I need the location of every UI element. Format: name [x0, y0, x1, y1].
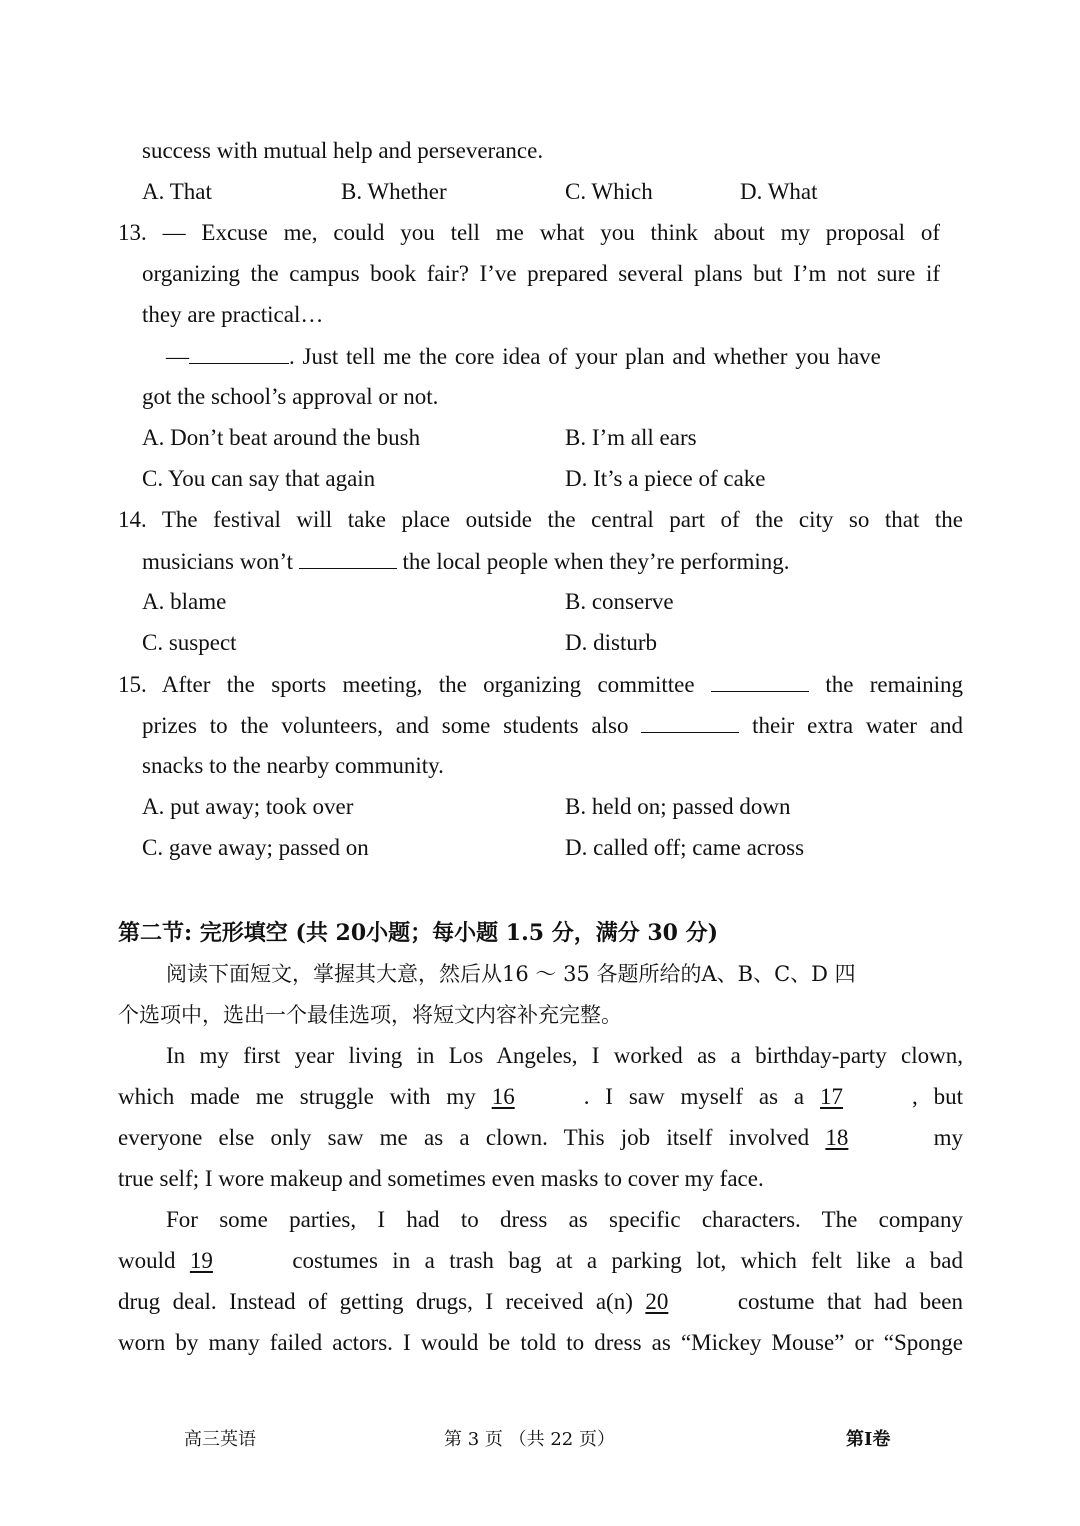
passage-p2-line-3a: drug deal. Instead of getting drugs, I received a(n)	[118, 1289, 633, 1314]
footer-volume: 第Ⅰ卷	[846, 1429, 891, 1450]
passage-p2-line-2b: costumes in a trash bag at a parking lot, which felt like a bad	[292, 1248, 963, 1273]
q13-line-3: they are practical…	[142, 302, 324, 327]
q13-answer-blank[interactable]	[189, 341, 289, 364]
q13-line-1: 13. — Excuse me, could you tell me what you think about my proposal of	[118, 220, 940, 245]
passage-p2-line-3	[118, 1287, 963, 1317]
instruction-line-2: 个选项中，选出一个最佳选项，将短文内容补充完整。	[118, 1003, 622, 1027]
q13-option-c[interactable]: C. You can say that again	[142, 466, 376, 491]
q14-option-b[interactable]: B. conserve	[565, 589, 674, 614]
q13-option-a[interactable]: A. Don’t beat around the bush	[142, 425, 421, 450]
q14-line-2	[142, 546, 790, 576]
q13-line-4	[166, 341, 881, 371]
passage-p1-line-2a: which made me struggle with my	[118, 1084, 476, 1109]
section-heading: 第二节: 完形填空 (共 20小题；每小题 1.5 分，满分 30 分)	[118, 920, 719, 946]
q12-line: success with mutual help and perseverance.	[142, 138, 544, 163]
q15-line-1	[118, 669, 963, 699]
q13-line-5: got the school’s approval or not.	[142, 384, 439, 409]
passage-p1-line-3a: everyone else only saw me as a clown. This job itself involved	[118, 1125, 810, 1150]
q14-line-1: 14. The festival will take place outside the central part of the city so that the	[118, 507, 963, 532]
q15-option-d[interactable]: D. called off; came across	[565, 835, 805, 860]
passage-p2-line-2	[118, 1246, 963, 1276]
q15-option-a[interactable]: A. put away; took over	[142, 794, 354, 819]
q15-line-2a: prizes to the volunteers, and some students also	[142, 713, 629, 738]
passage-p1-line-3	[118, 1123, 963, 1153]
q12-option-b[interactable]: B. Whether	[341, 179, 447, 204]
q15-line-2	[142, 710, 963, 740]
q12-option-d[interactable]: D. What	[740, 179, 818, 204]
passage-p1-line-2b: . I saw myself as a	[583, 1084, 805, 1109]
q15-answer-blank-2[interactable]	[641, 710, 739, 733]
blank-20[interactable]: 20	[645, 1289, 669, 1314]
passage-p2-line-3b: costume that had been	[737, 1289, 964, 1314]
passage-p2-line-4: worn by many failed actors. I would be told to dress as “Mickey Mouse” or “Sponge	[118, 1330, 963, 1355]
blank-17[interactable]: 17	[820, 1084, 844, 1109]
q15-answer-blank-1[interactable]	[711, 669, 809, 692]
passage-p1-line-3b: my	[933, 1125, 964, 1150]
footer-subject: 高三英语	[184, 1429, 256, 1450]
q13-option-d[interactable]: D. It’s a piece of cake	[565, 466, 766, 491]
q15-option-c[interactable]: C. gave away; passed on	[142, 835, 369, 860]
passage-p1-line-1: In my first year living in Los Angeles, I worked as a birthday-party clown,	[166, 1043, 963, 1068]
passage-p2-line-2a: would	[118, 1248, 176, 1273]
q13-dash: —	[166, 344, 189, 369]
blank-18[interactable]: 18	[825, 1125, 849, 1150]
q14-option-c[interactable]: C. suspect	[142, 630, 237, 655]
q15-option-b[interactable]: B. held on; passed down	[565, 794, 791, 819]
passage-p1-line-4: true self; I wore makeup and sometimes even masks to cover my face.	[118, 1166, 764, 1191]
passage-p2-line-1: For some parties, I had to dress as specific characters. The company	[166, 1207, 963, 1232]
q15-line-2b: their extra water and	[752, 713, 963, 738]
blank-16[interactable]: 16	[491, 1084, 515, 1109]
passage-p1-line-2	[118, 1082, 963, 1112]
q14-line-2b: the local people when they’re performing.	[402, 549, 790, 574]
passage-p1-line-2c: , but	[912, 1084, 964, 1109]
footer-page-number: 第 3 页 （共 22 页）	[444, 1429, 615, 1450]
instruction-line-1: 阅读下面短文，掌握其大意，然后从16 ～ 35 各题所给的A、B、C、D 四	[166, 962, 856, 986]
q15-line-3: snacks to the nearby community.	[142, 753, 444, 778]
q14-line-2a: musicians won’t	[142, 549, 293, 574]
q14-option-d[interactable]: D. disturb	[565, 630, 657, 655]
blank-19[interactable]: 19	[189, 1248, 213, 1273]
q13-option-b[interactable]: B. I’m all ears	[565, 425, 697, 450]
q13-line-2: organizing the campus book fair? I’ve prepared several plans but I’m not sure if	[142, 261, 940, 286]
q12-option-a[interactable]: A. That	[142, 179, 212, 204]
q14-option-a[interactable]: A. blame	[142, 589, 227, 614]
q12-option-c[interactable]: C. Which	[565, 179, 653, 204]
q13-line-4-text: . Just tell me the core idea of your plan and whether you have	[289, 344, 881, 369]
q14-answer-blank[interactable]	[299, 546, 397, 569]
q15-line-1b: the remaining	[825, 672, 964, 697]
q15-line-1a: 15. After the sports meeting, the organizing committee	[118, 672, 695, 697]
